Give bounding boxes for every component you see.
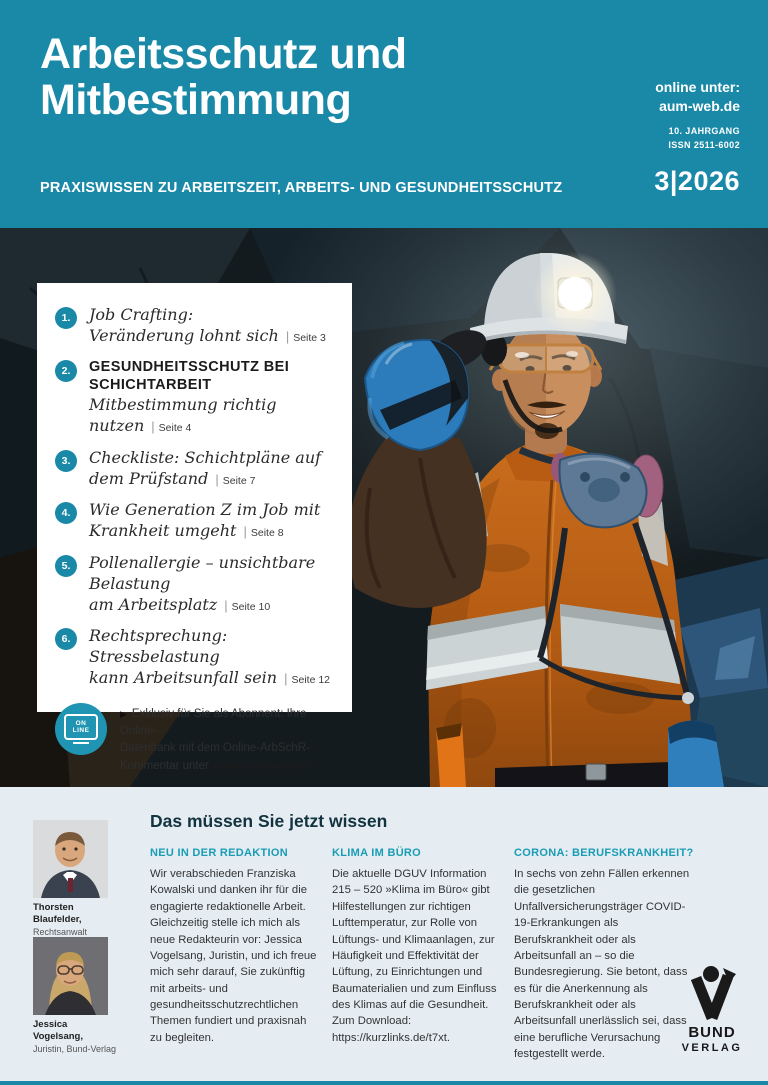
page-separator: | (243, 524, 247, 540)
author-portrait (33, 937, 108, 1015)
news-column-redaktion (150, 847, 318, 1063)
page-number: Seite 12 (291, 674, 331, 687)
toc-item-title: Pollenallergie – unsichtbare Belastung (89, 553, 316, 593)
subscriber-online-note (55, 703, 338, 775)
column-body: Wir verabschieden Franziska Kowalski und danken ihr für die engagierte redaktionelle Arbeit. Gleichzeitig stelle ich mich als neue Redakteurin vor: Jessica Vogelsang, Juristin, und ich freue mich sehr darauf, Sie zukünftig mit arbeits- und gesundheitsschutzrechtlichen Themen fundiert und praxisnah zu begleiten. (150, 868, 317, 1044)
page-separator: | (224, 597, 228, 613)
online-icon-text: LINE (72, 726, 90, 734)
toc-number-badge: 5. (55, 555, 77, 577)
toc-item-3[interactable] (55, 448, 338, 490)
toc-item-4[interactable] (55, 500, 338, 542)
toc-item-title: Rechtsprechung: Stressbelastung (89, 626, 228, 667)
toc-item-5[interactable] (55, 553, 338, 615)
toc-item-title: Checkliste: Schichtpläne auf (89, 447, 322, 467)
column-heading: CORONA: BERUFSKRANKHEIT? (514, 847, 694, 859)
magazine-title-line1: Arbeitsschutz und (40, 30, 407, 78)
author-thorsten-blaufelder (33, 820, 119, 938)
page-separator: | (151, 419, 155, 435)
page-number: Seite 3 (293, 331, 326, 344)
author-role: Juristin, Bund-Verlag (33, 1043, 117, 1054)
note-line2: Datenbank mit dem Online-ArbSchR- (120, 742, 310, 755)
page-number: Seite 7 (222, 474, 256, 487)
issn-label: ISSN 2511-6002 (668, 139, 740, 150)
news-heading: Das müssen Sie jetzt wissen (150, 811, 388, 831)
issue-number: 3|2026 (654, 166, 740, 196)
table-of-contents-card (37, 283, 352, 772)
column-heading: KLIMA IM BÜRO (332, 847, 422, 859)
toc-number-badge: 3. (55, 450, 77, 472)
news-column-corona (514, 847, 696, 1063)
author-role: Rechtsanwalt (33, 926, 88, 937)
author-portrait (33, 820, 108, 898)
online-monitor-icon (55, 703, 107, 755)
magazine-title-line2: Mitbestimmung (40, 75, 352, 124)
page-separator: | (284, 671, 288, 687)
author-jessica-vogelsang (33, 937, 119, 1055)
column-body: In sechs von zehn Fällen erkennen die gesetzlichen Unfallversicherungsträger COVID-19-Erkrankungen als Berufskrankheit oder als Arbeitsunfall an – so die Bundesregierung. Sie betont, dass es für die Anerkennung als Berufskrankheit oder als Arbeitsunfall unerlässlich sei, dass eine berufliche Verursachung festgestellt werde. (514, 868, 690, 1061)
page-number: Seite 10 (231, 600, 271, 613)
toc-item-title-bold: SCHICHTARBEIT (89, 377, 212, 394)
toc-item-subtitle: Mitbestimmung richtig nutzen (89, 395, 277, 436)
author-name: Thorsten Blaufelder, (33, 902, 82, 926)
publisher-name: VERLAG (681, 1041, 743, 1054)
note-line1: Exklusiv für Sie als Abonnent: Ihre Online- (120, 707, 307, 738)
page-separator: | (215, 471, 219, 487)
online-url[interactable]: aum-web.de (659, 97, 740, 114)
toc-item-title: Job Crafting: (89, 305, 194, 324)
toc-number-badge: 6. (55, 628, 77, 650)
toc-item-title: Wie Generation Z im Job mit (89, 500, 321, 520)
note-url[interactable]: www.aum-web.de (212, 759, 309, 772)
online-icon-text: ON (75, 719, 87, 727)
volume-label: 10. JAHRGANG (668, 125, 740, 136)
tagline: PRAXISWISSEN ZU ARBEITSZEIT, ARBEITS- UND GESUNDHEITSSCHUTZ (40, 180, 563, 196)
bund-verlag-icon (684, 966, 740, 1020)
arrow-icon: ▶ (120, 708, 127, 719)
toc-item-1[interactable] (55, 305, 338, 347)
author-name: Jessica Vogelsang, (33, 1019, 83, 1043)
online-info-block (655, 78, 740, 153)
toc-item-2[interactable] (55, 358, 338, 437)
page-number: Seite 8 (250, 527, 284, 540)
magazine-title (40, 32, 407, 123)
column-heading: NEU IN DER REDAKTION (150, 847, 289, 859)
toc-item-title: dem Prüfstand (89, 468, 209, 488)
toc-item-title-bold: GESUNDHEITSSCHUTZ BEI (89, 358, 290, 375)
toc-item-title: Veränderung lohnt sich (89, 325, 279, 345)
toc-item-title: kann Arbeitsunfall sein (89, 668, 278, 688)
toc-item-title: am Arbeitsplatz (89, 594, 218, 614)
toc-number-badge: 2. (55, 360, 77, 382)
publisher-logo (676, 966, 748, 1055)
toc-number-badge: 1. (55, 307, 77, 329)
news-column-klima (332, 847, 500, 1063)
news-columns (150, 847, 696, 1063)
column-body: Die aktuelle DGUV Information 215 – 520 »Klima im Büro« gibt Hilfestellungen zur richtigen Lufttemperatur, zur Rolle von Lüftungs- und Klimaanlagen, zur Häufigkeit und Effektivität der Lüftung, zu Einrichtungen und Baumaterialien und zum Einfluss des Klimas auf die Gesundheit. Zum Download: https://kurzlinks.de/t7xt. (332, 868, 497, 1044)
bottom-accent-bar (0, 1081, 768, 1085)
publisher-name: BUND (688, 1024, 736, 1042)
page-separator: | (285, 328, 290, 344)
toc-number-badge: 4. (55, 502, 77, 524)
toc-item-6[interactable] (55, 626, 338, 688)
online-label: online unter: (655, 79, 740, 95)
news-section (0, 787, 768, 1085)
note-line3: Kommentar unter (120, 759, 213, 772)
page-number: Seite 4 (158, 422, 192, 435)
toc-item-title: Krankheit umgeht (89, 521, 237, 541)
